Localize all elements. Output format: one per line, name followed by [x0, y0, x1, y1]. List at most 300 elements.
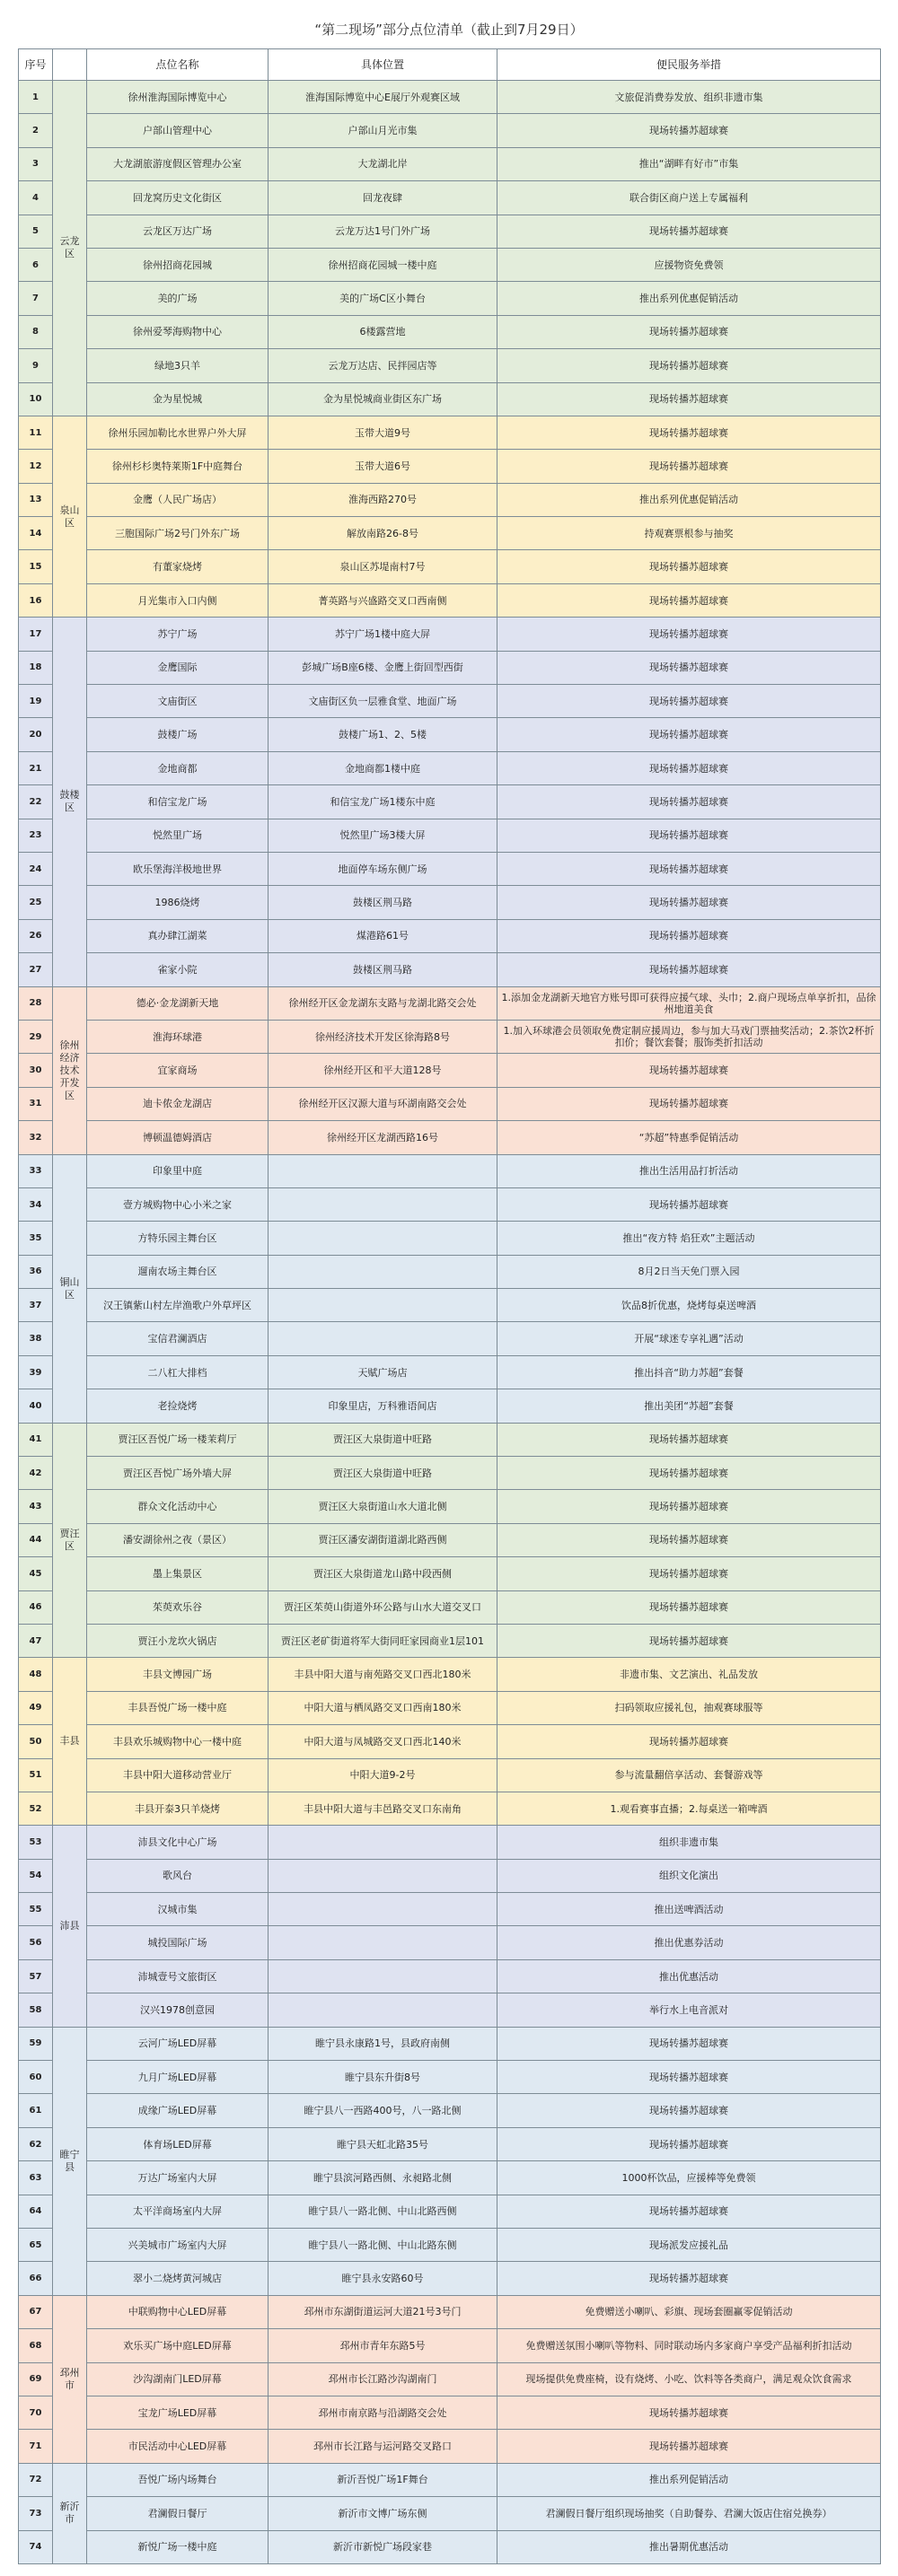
- table-row: [19, 1054, 881, 1087]
- point-name: 君澜假日餐厅: [87, 2497, 269, 2530]
- table-row: [19, 282, 881, 315]
- district-name: 沛县: [53, 1826, 87, 2027]
- table-row: [19, 2329, 881, 2362]
- table-row: [19, 517, 881, 550]
- table-row: [19, 2127, 881, 2160]
- point-name: 1986烧烤: [87, 886, 269, 919]
- point-name: 德必·金龙湖新天地: [87, 986, 269, 1020]
- row-number: 22: [19, 785, 53, 819]
- service-measure: 推出“湖畔有好市”市集: [497, 147, 881, 180]
- point-location: 睢宁县永康路1号，县政府南侧: [269, 2027, 497, 2060]
- table-row: [19, 986, 881, 1020]
- service-measure: 现场转播苏超球赛: [497, 1054, 881, 1087]
- service-measure: 推出“夜方特 焰狂欢”主题活动: [497, 1222, 881, 1255]
- point-name: 墨上集景区: [87, 1557, 269, 1590]
- row-number: 31: [19, 1087, 53, 1120]
- point-name: 徐州招商花园城: [87, 248, 269, 281]
- row-number: 54: [19, 1859, 53, 1892]
- point-location: 睢宁县八一路北侧、中山北路东侧: [269, 2229, 497, 2262]
- row-number: 46: [19, 1590, 53, 1624]
- point-name: 贾汪小龙坎火锅店: [87, 1624, 269, 1657]
- point-location: 悦然里广场3楼大屏: [269, 819, 497, 852]
- row-number: 53: [19, 1826, 53, 1859]
- point-name: 沛县文化中心广场: [87, 1826, 269, 1859]
- service-measure: 现场转播苏超球赛: [497, 2061, 881, 2094]
- point-name: 欢乐买广场中庭LED屏幕: [87, 2329, 269, 2362]
- table-row: [19, 1590, 881, 1624]
- row-number: 44: [19, 1523, 53, 1556]
- service-measure: 现场派发应援礼品: [497, 2229, 881, 2262]
- service-measure: 推出系列优惠促销活动: [497, 483, 881, 516]
- table-row: [19, 1255, 881, 1288]
- row-number: 55: [19, 1893, 53, 1926]
- row-number: 63: [19, 2161, 53, 2195]
- point-name: 方特乐园主舞台区: [87, 1222, 269, 1255]
- service-measure: 现场转播苏超球赛: [497, 1590, 881, 1624]
- row-number: 33: [19, 1154, 53, 1187]
- service-measure: 现场提供免费座椅，设有烧烤、小吃、饮料等各类商户，满足观众饮食需求: [497, 2362, 881, 2396]
- point-name: 翠小二烧烤黄河城店: [87, 2262, 269, 2295]
- row-number: 56: [19, 1926, 53, 1959]
- table-row: [19, 2262, 881, 2295]
- point-location: 印象里店，万科雅语间店: [269, 1389, 497, 1423]
- row-number: 19: [19, 685, 53, 718]
- point-name: 歌风台: [87, 1859, 269, 1892]
- table-row: [19, 248, 881, 281]
- district-name: 泉山区: [53, 416, 87, 617]
- point-name: 真办肆江湖菜: [87, 919, 269, 952]
- header-no: 序号: [19, 49, 53, 81]
- row-number: 67: [19, 2295, 53, 2328]
- point-location: [269, 1154, 497, 1187]
- point-name: 欧乐堡海洋极地世界: [87, 852, 269, 885]
- service-measure: 推出美团“苏超”套餐: [497, 1389, 881, 1423]
- table-row: [19, 1187, 881, 1221]
- point-name: 文庙街区: [87, 685, 269, 718]
- table-row: [19, 2161, 881, 2195]
- service-measure: 免费赠送氛围小喇叭等物料、同时联动场内多家商户享受产品福利折扣活动: [497, 2329, 881, 2362]
- row-number: 42: [19, 1457, 53, 1490]
- service-measure: 现场转播苏超球赛: [497, 1457, 881, 1490]
- service-measure: 现场转播苏超球赛: [497, 1087, 881, 1120]
- point-location: 邳州市青年东路5号: [269, 2329, 497, 2362]
- service-measure: 8月2日当天免门票入园: [497, 1255, 881, 1288]
- point-name: 印象里中庭: [87, 1154, 269, 1187]
- point-list-table: [18, 48, 881, 2564]
- point-name: 茱萸欢乐谷: [87, 1590, 269, 1624]
- point-name: 九月广场LED屏幕: [87, 2061, 269, 2094]
- point-name: 丰县吾悦广场一楼中庭: [87, 1691, 269, 1724]
- table-row: [19, 785, 881, 819]
- row-number: 43: [19, 1490, 53, 1523]
- service-measure: 举行水上电音派对: [497, 1993, 881, 2027]
- point-name: 三胞国际广场2号门外东广场: [87, 517, 269, 550]
- table-row: [19, 919, 881, 952]
- service-measure: 1.添加金龙湖新天地官方账号即可获得应援气球、头巾；2.商户现场点单享折扣，品徐州地道美食: [497, 986, 881, 1020]
- point-location: 睢宁县八一路北侧、中山北路西侧: [269, 2195, 497, 2228]
- district-name: 睢宁县: [53, 2027, 87, 2295]
- row-number: 73: [19, 2497, 53, 2530]
- service-measure: 现场转播苏超球赛: [497, 215, 881, 248]
- table-row: [19, 1322, 881, 1355]
- row-number: 18: [19, 651, 53, 684]
- row-number: 32: [19, 1121, 53, 1154]
- point-location: 新沂市文博广场东侧: [269, 2497, 497, 2530]
- point-name: 贾汪区吾悦广场外墙大屏: [87, 1457, 269, 1490]
- table-row: [19, 416, 881, 449]
- service-measure: 现场转播苏超球赛: [497, 886, 881, 919]
- row-number: 72: [19, 2463, 53, 2496]
- row-number: 26: [19, 919, 53, 952]
- service-measure: 现场转播苏超球赛: [497, 583, 881, 617]
- service-measure: 组织非遗市集: [497, 1826, 881, 1859]
- point-location: 户部山月光市集: [269, 114, 497, 147]
- point-name: 丰县文博园广场: [87, 1658, 269, 1691]
- point-location: 贾汪区大泉街道中旺路: [269, 1423, 497, 1456]
- point-location: 文庙街区负一层雅食堂、地面广场: [269, 685, 497, 718]
- row-number: 59: [19, 2027, 53, 2060]
- point-location: 解放南路26-8号: [269, 517, 497, 550]
- row-number: 64: [19, 2195, 53, 2228]
- row-number: 16: [19, 583, 53, 617]
- service-measure: 君澜假日餐厅组织现场抽奖（自助餐券、君澜大饭店住宿兑换券）: [497, 2497, 881, 2530]
- point-location: [269, 1926, 497, 1959]
- service-measure: 现场转播苏超球赛: [497, 785, 881, 819]
- point-name: 宝信君澜酒店: [87, 1322, 269, 1355]
- service-measure: 现场转播苏超球赛: [497, 315, 881, 348]
- table-row: [19, 886, 881, 919]
- point-location: 彭城广场B座6楼、金鹰上街回型西街: [269, 651, 497, 684]
- table-row: [19, 1355, 881, 1389]
- service-measure: 现场转播苏超球赛: [497, 1490, 881, 1523]
- table-row: [19, 1758, 881, 1792]
- row-number: 9: [19, 349, 53, 382]
- header-name: 点位名称: [87, 49, 269, 81]
- table-row: [19, 2530, 881, 2563]
- table-row: [19, 349, 881, 382]
- service-measure: 推出生活用品打折活动: [497, 1154, 881, 1187]
- row-number: 30: [19, 1054, 53, 1087]
- point-name: 月光集市入口内侧: [87, 583, 269, 617]
- point-location: [269, 1322, 497, 1355]
- table-row: [19, 81, 881, 114]
- row-number: 41: [19, 1423, 53, 1456]
- table-row: [19, 751, 881, 784]
- point-name: 汉王镇紫山村左岸渔歌户外草坪区: [87, 1289, 269, 1322]
- service-measure: 现场转播苏超球赛: [497, 2396, 881, 2429]
- point-location: 邳州市东湖街道运河大道21号3号门: [269, 2295, 497, 2328]
- point-location: 贾汪区老矿街道将军大街同旺家园商业1层101: [269, 1624, 497, 1657]
- table-header-row: [19, 49, 881, 81]
- row-number: 8: [19, 315, 53, 348]
- point-location: 徐州经开区和平大道128号: [269, 1054, 497, 1087]
- table-row: [19, 2362, 881, 2396]
- point-location: 睢宁县永安路60号: [269, 2262, 497, 2295]
- service-measure: 现场转播苏超球赛: [497, 2094, 881, 2127]
- service-measure: 现场转播苏超球赛: [497, 1423, 881, 1456]
- point-name: 金为星悦城: [87, 382, 269, 416]
- service-measure: 现场转播苏超球赛: [497, 450, 881, 483]
- point-name: 回龙窝历史文化街区: [87, 181, 269, 215]
- point-name: 万达广场室内大屏: [87, 2161, 269, 2195]
- point-location: 贾汪区大泉街道龙山路中段西侧: [269, 1557, 497, 1590]
- point-location: [269, 1993, 497, 2027]
- table-row: [19, 1490, 881, 1523]
- point-name: 徐州杉杉奥特莱斯1F中庭舞台: [87, 450, 269, 483]
- row-number: 48: [19, 1658, 53, 1691]
- point-location: [269, 1859, 497, 1892]
- row-number: 1: [19, 81, 53, 114]
- point-location: 金为星悦城商业街区东广场: [269, 382, 497, 416]
- point-name: 丰县中阳大道移动营业厅: [87, 1758, 269, 1792]
- point-location: 鼓楼区荆马路: [269, 953, 497, 986]
- row-number: 25: [19, 886, 53, 919]
- table-row: [19, 2094, 881, 2127]
- point-name: 汉兴1978创意园: [87, 1993, 269, 2027]
- service-measure: 推出系列优惠促销活动: [497, 282, 881, 315]
- service-measure: 现场转播苏超球赛: [497, 953, 881, 986]
- point-location: 丰县中阳大道与丰邑路交叉口东南角: [269, 1792, 497, 1825]
- point-name: 体育场LED屏幕: [87, 2127, 269, 2160]
- point-location: 邳州市长江路与运河路交叉路口: [269, 2430, 497, 2463]
- table-row: [19, 450, 881, 483]
- service-measure: 现场转播苏超球赛: [497, 1725, 881, 1758]
- point-name: 淮海环球港: [87, 1020, 269, 1053]
- table-row: [19, 1893, 881, 1926]
- point-name: 鼓楼广场: [87, 718, 269, 751]
- point-name: 徐州乐园加勒比水世界户外大屏: [87, 416, 269, 449]
- table-row: [19, 2396, 881, 2429]
- point-location: [269, 1255, 497, 1288]
- table-row: [19, 1222, 881, 1255]
- table-row: [19, 2229, 881, 2262]
- point-location: 贾汪区潘安湖街道湖北路西侧: [269, 1523, 497, 1556]
- row-number: 3: [19, 147, 53, 180]
- row-number: 51: [19, 1758, 53, 1792]
- service-measure: 现场转播苏超球赛: [497, 919, 881, 952]
- header-service: 便民服务举措: [497, 49, 881, 81]
- service-measure: 现场转播苏超球赛: [497, 2027, 881, 2060]
- point-location: 煤港路61号: [269, 919, 497, 952]
- row-number: 7: [19, 282, 53, 315]
- table-row: [19, 2027, 881, 2060]
- table-row: [19, 550, 881, 583]
- point-name: 有董家烧烤: [87, 550, 269, 583]
- row-number: 29: [19, 1020, 53, 1053]
- service-measure: 现场转播苏超球赛: [497, 751, 881, 784]
- table-row: [19, 1725, 881, 1758]
- service-measure: 组织文化演出: [497, 1859, 881, 1892]
- header-location: 具体位置: [269, 49, 497, 81]
- header-district: [53, 49, 87, 81]
- service-measure: 现场转播苏超球赛: [497, 819, 881, 852]
- table-row: [19, 2195, 881, 2228]
- service-measure: 推出系列促销活动: [497, 2463, 881, 2496]
- table-row: [19, 1826, 881, 1859]
- point-location: 睢宁县东升街8号: [269, 2061, 497, 2094]
- table-row: [19, 2061, 881, 2094]
- row-number: 52: [19, 1792, 53, 1825]
- service-measure: 推出优惠券活动: [497, 1926, 881, 1959]
- service-measure: 现场转播苏超球赛: [497, 349, 881, 382]
- point-name: 雀家小院: [87, 953, 269, 986]
- point-name: 金鹰国际: [87, 651, 269, 684]
- district-name: 铜山区: [53, 1154, 87, 1423]
- point-location: 云龙万达店、民拌园店等: [269, 349, 497, 382]
- point-name: 吾悦广场内场舞台: [87, 2463, 269, 2496]
- row-number: 62: [19, 2127, 53, 2160]
- district-name: 邳州市: [53, 2295, 87, 2463]
- point-location: 大龙湖北岸: [269, 147, 497, 180]
- point-name: 金地商都: [87, 751, 269, 784]
- service-measure: 应援物资免费领: [497, 248, 881, 281]
- row-number: 70: [19, 2396, 53, 2429]
- row-number: 15: [19, 550, 53, 583]
- table-row: [19, 1859, 881, 1892]
- row-number: 27: [19, 953, 53, 986]
- service-measure: 1.加入环球港会员领取免费定制应援周边，参与加大马戏门票抽奖活动；2.茶饮2杯折扣价；餐饮套餐；服饰类折扣活动: [497, 1020, 881, 1053]
- table-row: [19, 215, 881, 248]
- point-name: 贾汪区吾悦广场一楼茉莉厅: [87, 1423, 269, 1456]
- point-location: 美的广场C区小舞台: [269, 282, 497, 315]
- row-number: 71: [19, 2430, 53, 2463]
- row-number: 6: [19, 248, 53, 281]
- point-name: 金鹰（人民广场店）: [87, 483, 269, 516]
- point-name: 遛南农场主舞台区: [87, 1255, 269, 1288]
- point-location: 新沂吾悦广场1F舞台: [269, 2463, 497, 2496]
- table-row: [19, 382, 881, 416]
- row-number: 34: [19, 1187, 53, 1221]
- service-measure: 推出暑期优惠活动: [497, 2530, 881, 2563]
- point-location: 玉带大道9号: [269, 416, 497, 449]
- point-name: 二八杠大排档: [87, 1355, 269, 1389]
- point-location: 贾汪区大泉街道中旺路: [269, 1457, 497, 1490]
- service-measure: 现场转播苏超球赛: [497, 550, 881, 583]
- point-location: 徐州经开区龙湖西路16号: [269, 1121, 497, 1154]
- point-location: 睢宁县滨河路西侧、永昶路北侧: [269, 2161, 497, 2195]
- point-name: 户部山管理中心: [87, 114, 269, 147]
- point-location: 玉带大道6号: [269, 450, 497, 483]
- point-name: 市民活动中心LED屏幕: [87, 2430, 269, 2463]
- point-location: 和信宝龙广场1楼东中庭: [269, 785, 497, 819]
- point-location: 徐州经开区汉源大道与环湖南路交会处: [269, 1087, 497, 1120]
- point-name: 太平洋商场室内大屏: [87, 2195, 269, 2228]
- row-number: 17: [19, 618, 53, 651]
- point-name: 老捡烧烤: [87, 1389, 269, 1423]
- table-row: [19, 1523, 881, 1556]
- table-row: [19, 1121, 881, 1154]
- table-row: [19, 852, 881, 885]
- row-number: 4: [19, 181, 53, 215]
- point-name: 迪卡侬金龙湖店: [87, 1087, 269, 1120]
- point-name: 群众文化活动中心: [87, 1490, 269, 1523]
- point-location: 中阳大道与凤城路交叉口西北140米: [269, 1725, 497, 1758]
- table-row: [19, 147, 881, 180]
- service-measure: 1000杯饮品，应援棒等免费领: [497, 2161, 881, 2195]
- point-name: 新悦广场一楼中庭: [87, 2530, 269, 2563]
- point-location: 贾汪区茱萸山街道外环公路与山水大道交叉口: [269, 1590, 497, 1624]
- row-number: 14: [19, 517, 53, 550]
- point-location: 金地商都1楼中庭: [269, 751, 497, 784]
- point-location: 回龙夜肆: [269, 181, 497, 215]
- point-location: 徐州招商花园城一楼中庭: [269, 248, 497, 281]
- table-row: [19, 1423, 881, 1456]
- point-location: 6楼露营地: [269, 315, 497, 348]
- service-measure: 现场转播苏超球赛: [497, 2195, 881, 2228]
- table-row: [19, 1792, 881, 1825]
- point-name: 宜家商场: [87, 1054, 269, 1087]
- row-number: 11: [19, 416, 53, 449]
- table-row: [19, 1993, 881, 2027]
- point-location: [269, 1826, 497, 1859]
- row-number: 36: [19, 1255, 53, 1288]
- service-measure: 现场转播苏超球赛: [497, 718, 881, 751]
- point-name: 绿地3只羊: [87, 349, 269, 382]
- table-row: [19, 2295, 881, 2328]
- service-measure: 现场转播苏超球赛: [497, 618, 881, 651]
- point-location: 泉山区苏堤南村7号: [269, 550, 497, 583]
- row-number: 65: [19, 2229, 53, 2262]
- point-location: 淮海国际博览中心E展厅外观赛区域: [269, 81, 497, 114]
- point-location: 淮海西路270号: [269, 483, 497, 516]
- service-measure: 联合街区商户送上专属福利: [497, 181, 881, 215]
- point-location: 苏宁广场1楼中庭大屏: [269, 618, 497, 651]
- point-name: 云河广场LED屏幕: [87, 2027, 269, 2060]
- table-row: [19, 1020, 881, 1053]
- row-number: 5: [19, 215, 53, 248]
- service-measure: 1.观看赛事直播；2.每桌送一箱啤酒: [497, 1792, 881, 1825]
- point-name: 云龙区万达广场: [87, 215, 269, 248]
- service-measure: 现场转播苏超球赛: [497, 1624, 881, 1657]
- row-number: 38: [19, 1322, 53, 1355]
- service-measure: 推出送啤酒活动: [497, 1893, 881, 1926]
- table-row: [19, 1389, 881, 1423]
- point-name: 沛城壹号文旅街区: [87, 1959, 269, 1993]
- row-number: 74: [19, 2530, 53, 2563]
- table-row: [19, 315, 881, 348]
- row-number: 10: [19, 382, 53, 416]
- row-number: 68: [19, 2329, 53, 2362]
- row-number: 13: [19, 483, 53, 516]
- table-row: [19, 114, 881, 147]
- row-number: 37: [19, 1289, 53, 1322]
- service-measure: 饮品8折优惠，烧烤每桌送啤酒: [497, 1289, 881, 1322]
- point-name: 兴美城市广场室内大屏: [87, 2229, 269, 2262]
- point-name: 大龙湖旅游度假区管理办公室: [87, 147, 269, 180]
- table-row: [19, 1658, 881, 1691]
- row-number: 21: [19, 751, 53, 784]
- table-row: [19, 1154, 881, 1187]
- row-number: 60: [19, 2061, 53, 2094]
- table-row: [19, 583, 881, 617]
- table-row: [19, 1926, 881, 1959]
- row-number: 66: [19, 2262, 53, 2295]
- service-measure: 现场转播苏超球赛: [497, 2127, 881, 2160]
- point-name: 博顿温德姆酒店: [87, 1121, 269, 1154]
- point-name: 汉城市集: [87, 1893, 269, 1926]
- row-number: 20: [19, 718, 53, 751]
- point-name: 徐州爱琴海购物中心: [87, 315, 269, 348]
- row-number: 23: [19, 819, 53, 852]
- point-location: 丰县中阳大道与南苑路交叉口西北180米: [269, 1658, 497, 1691]
- service-measure: 扫码领取应援礼包，抽观赛球服等: [497, 1691, 881, 1724]
- district-name: 云龙区: [53, 81, 87, 416]
- point-location: [269, 1289, 497, 1322]
- service-measure: 免费赠送小喇叭、彩旗、现场套圈赢零促销活动: [497, 2295, 881, 2328]
- point-name: 沙沟湖南门LED屏幕: [87, 2362, 269, 2396]
- point-location: 徐州经开区金龙湖东支路与龙湖北路交会处: [269, 986, 497, 1020]
- service-measure: 现场转播苏超球赛: [497, 651, 881, 684]
